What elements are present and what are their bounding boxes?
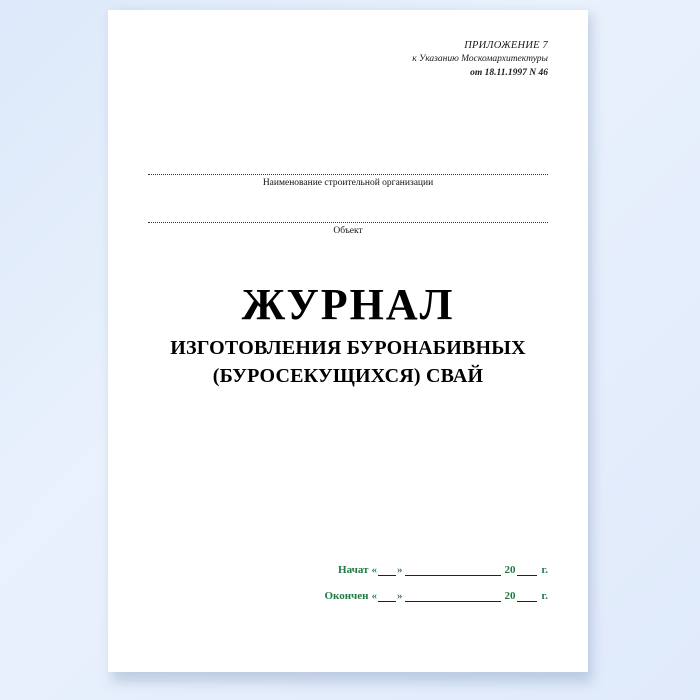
document-title-block xyxy=(148,279,548,388)
started-label: Начат xyxy=(338,564,369,576)
started-month-input[interactable] xyxy=(405,565,501,576)
started-day-input[interactable] xyxy=(378,565,396,576)
organization-input-line[interactable] xyxy=(148,173,548,175)
finished-year-prefix: 20 xyxy=(504,590,516,602)
header-reference-date: от 18.11.1997 N 46 xyxy=(470,67,548,78)
started-date-row xyxy=(288,564,548,576)
started-year-input[interactable] xyxy=(517,565,537,576)
finished-year-mark: г. xyxy=(541,590,548,602)
started-year-prefix: 20 xyxy=(504,564,516,576)
organization-field-group xyxy=(148,173,548,188)
header-reference-authority: к Указанию Москомархитектуры xyxy=(412,54,548,65)
document-header xyxy=(148,38,548,81)
object-field-caption: Объект xyxy=(333,225,363,236)
started-quote-close: » xyxy=(396,564,403,576)
finished-quote-close: » xyxy=(396,590,403,602)
header-appendix-number: ПРИЛОЖЕНИЕ 7 xyxy=(464,40,548,51)
object-field-group xyxy=(148,221,548,236)
page-subtitle-line-2: (БУРОСЕКУЩИХСЯ) СВАЙ xyxy=(212,364,484,387)
started-quote-open: « xyxy=(371,564,377,576)
started-year-mark: г. xyxy=(541,564,548,576)
organization-field-caption: Наименование строительной организации xyxy=(262,177,434,188)
page-title: ЖУРНАЛ xyxy=(241,279,455,329)
object-input-line[interactable] xyxy=(148,221,548,223)
page-subtitle-line-1: ИЗГОТОВЛЕНИЯ БУРОНАБИВНЫХ xyxy=(170,336,526,359)
finished-month-input[interactable] xyxy=(405,591,501,602)
document-page xyxy=(108,10,588,672)
finished-label: Окончен xyxy=(324,590,369,602)
finished-year-input[interactable] xyxy=(517,591,537,602)
finished-date-row xyxy=(288,590,548,602)
document-footer xyxy=(288,564,548,616)
finished-day-input[interactable] xyxy=(378,591,396,602)
finished-quote-open: « xyxy=(371,590,377,602)
